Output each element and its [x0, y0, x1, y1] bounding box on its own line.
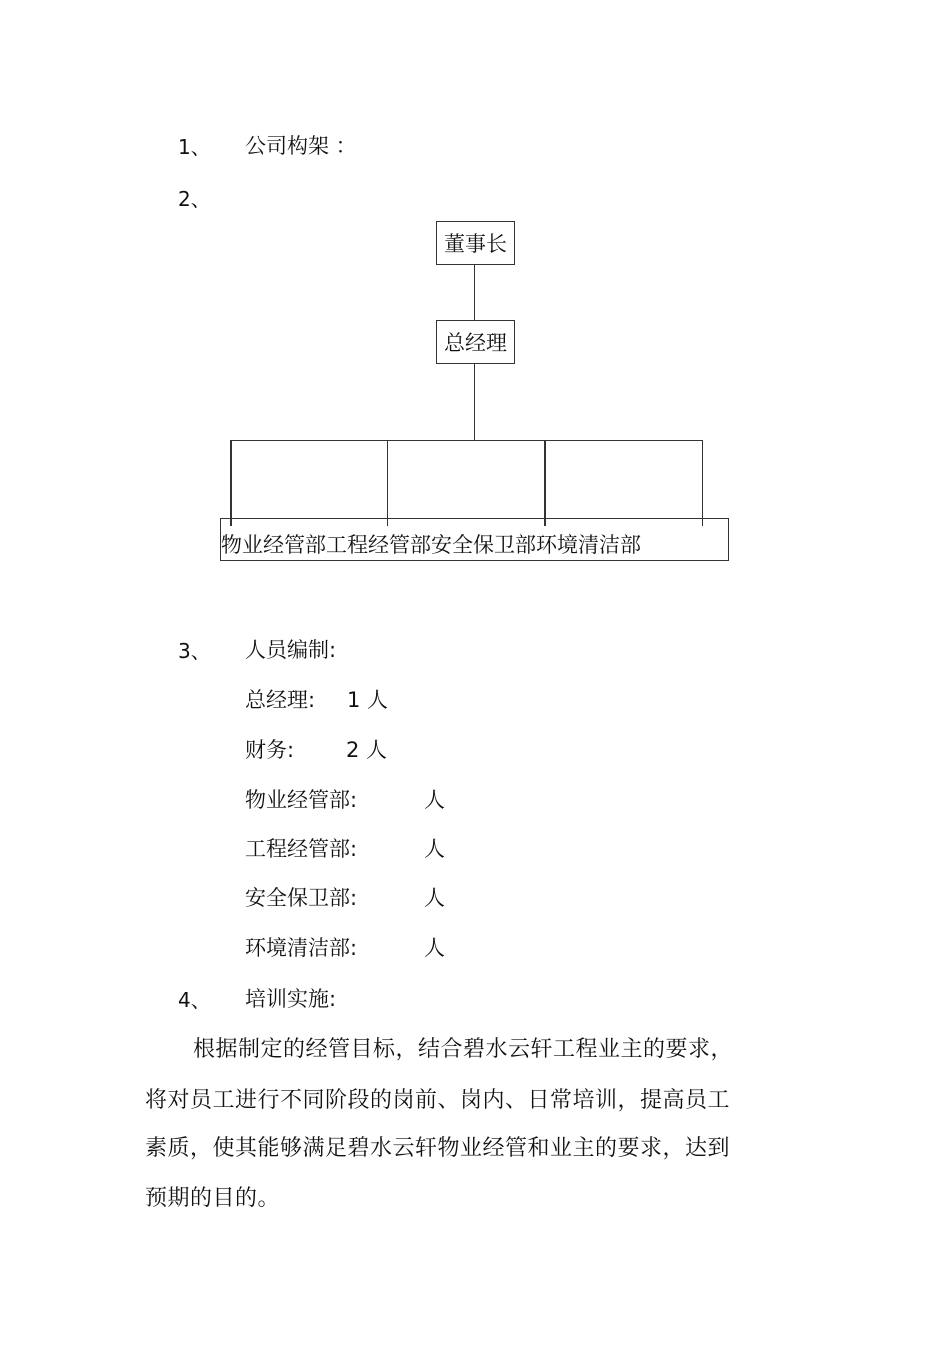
paragraph-line-3: 素质，使其能够满足碧水云轩物业经管和业主的要求，达到	[145, 1136, 731, 1161]
heading-1-text: 公司构架 ：	[245, 134, 357, 158]
paragraph-line-4: 预期的目的。	[145, 1186, 281, 1211]
departments-box	[220, 518, 729, 561]
branch-line-cleaning	[702, 440, 703, 526]
staff-role-gm: 总经理:	[245, 688, 316, 712]
staff-role-security: 安全保卫部:	[245, 886, 358, 910]
departments-label: 物业经管部工程经管部安全保卫部环境清洁部	[221, 533, 641, 557]
heading-1-number: 1、	[178, 135, 211, 159]
connector-gm-branch	[474, 364, 475, 441]
chairman-box	[436, 221, 515, 265]
heading-3-text: 人员编制:	[245, 638, 337, 662]
paragraph-line-2: 将对员工进行不同阶段的岗前、岗内、日常培训，提高员工	[145, 1088, 731, 1113]
staff-count-cleaning: 人	[424, 936, 445, 960]
heading-2-number: 2、	[178, 187, 211, 211]
general-manager-label: 总经理	[444, 331, 507, 355]
general-manager-box	[436, 320, 515, 364]
connector-chairman-gm	[474, 265, 475, 320]
staff-count-finance: 2 人	[346, 738, 388, 762]
heading-3-number: 3、	[178, 639, 211, 663]
staff-count-engineering: 人	[424, 837, 445, 861]
heading-4-number: 4、	[178, 988, 211, 1012]
staff-count-security: 人	[424, 886, 445, 910]
staff-role-finance: 财务:	[245, 738, 295, 762]
staff-role-cleaning: 环境清洁部:	[245, 936, 358, 960]
branch-line-security	[544, 440, 546, 526]
staff-count-gm: 1 人	[347, 688, 389, 712]
paragraph-line-1: 根据制定的经管目标，结合碧水云轩工程业主的要求，	[193, 1037, 734, 1062]
branch-line-engineering	[387, 440, 388, 526]
branch-line-property	[230, 440, 232, 526]
branch-horizontal-line	[230, 440, 703, 441]
heading-4-text: 培训实施:	[245, 987, 337, 1011]
staff-role-property: 物业经管部:	[245, 788, 358, 812]
chairman-label: 董事长	[444, 232, 507, 256]
staff-role-engineering: 工程经管部:	[245, 837, 358, 861]
staff-count-property: 人	[424, 788, 445, 812]
